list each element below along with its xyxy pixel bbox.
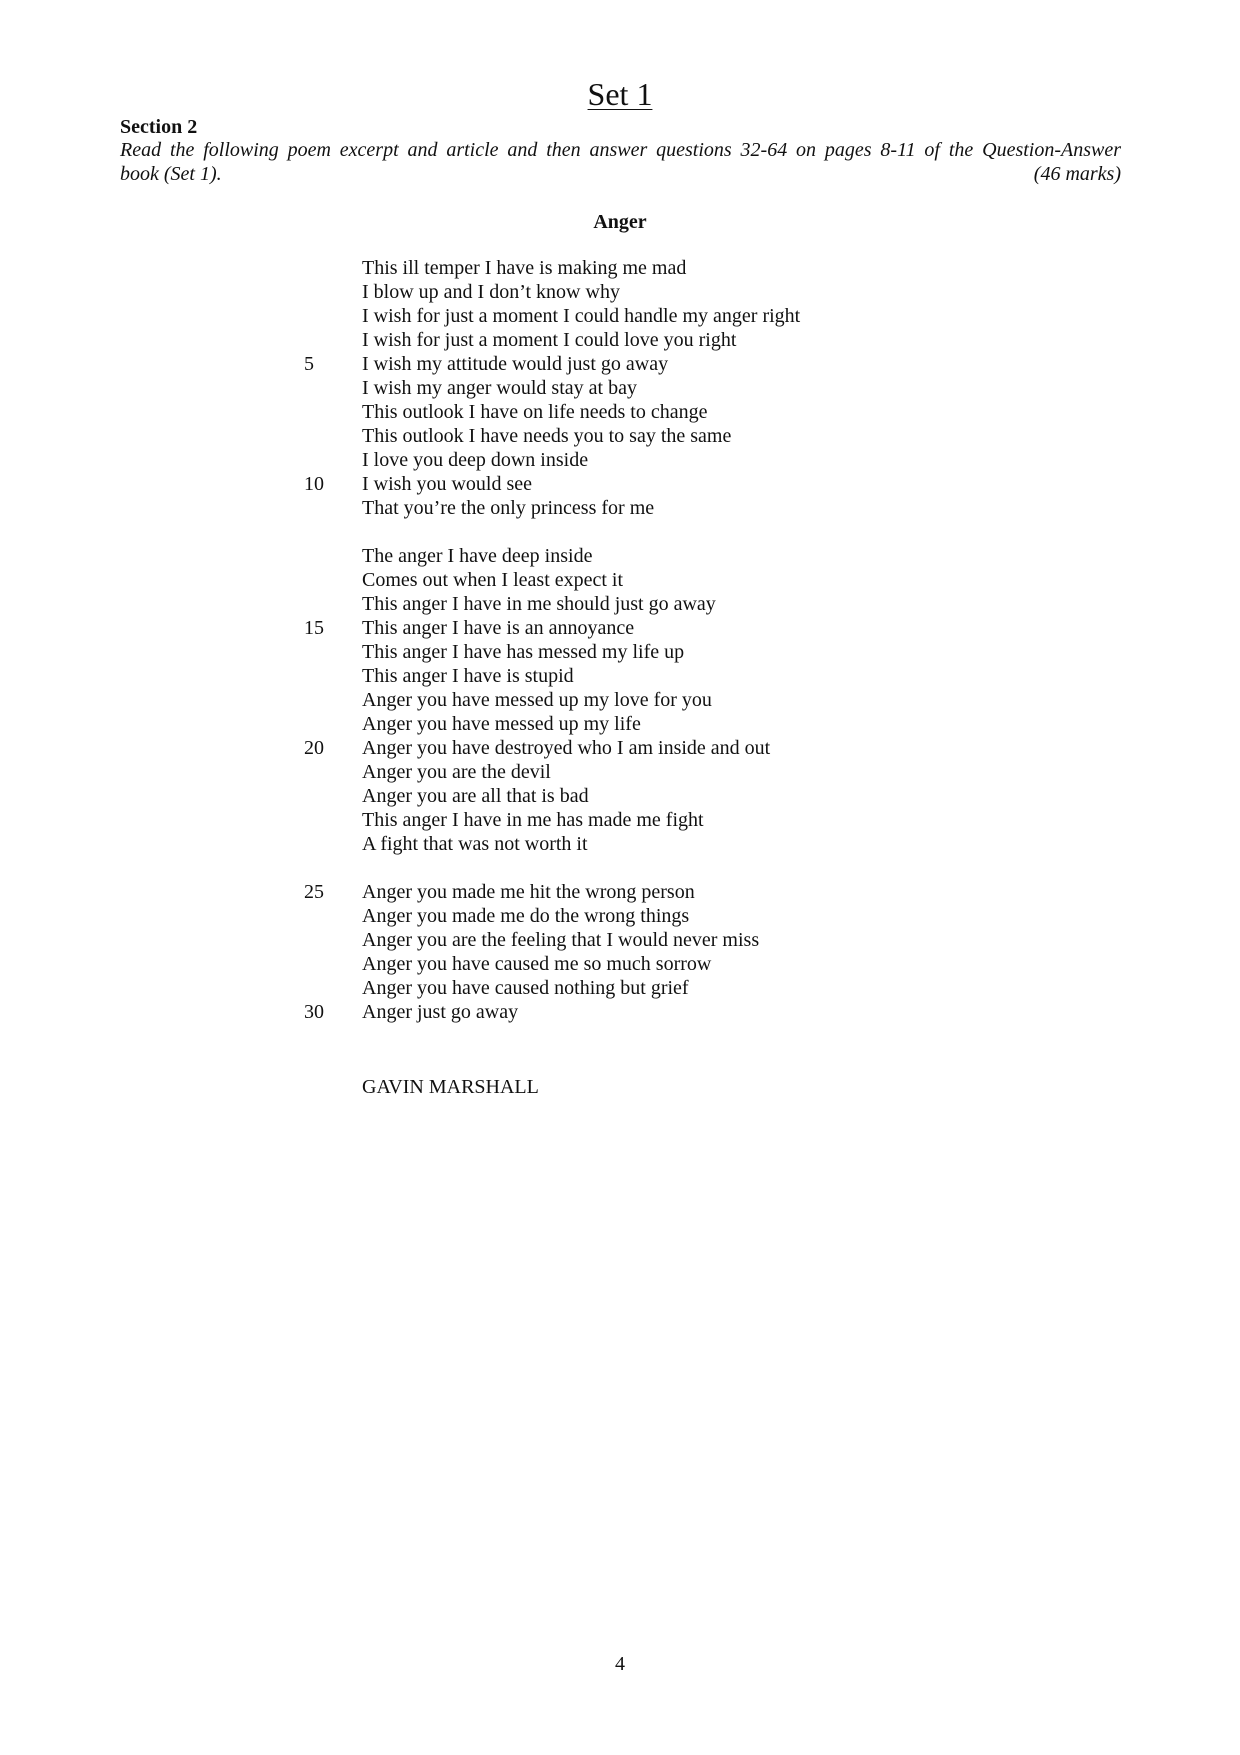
instructions-line-1: Read the following poem excerpt and article and then answer questions 32-64 on pages 8-11 of the Question-Answer [120, 139, 1121, 161]
poem-line [0, 256, 1240, 280]
line-text: I wish for just a moment I could love you right [362, 329, 737, 351]
poem-line [0, 400, 1240, 424]
line-text: This anger I have in me should just go away [362, 593, 716, 615]
line-text: This outlook I have on life needs to change [362, 401, 708, 423]
line-text: This anger I have has messed my life up [362, 641, 685, 663]
line-text: Anger you made me do the wrong things [362, 905, 690, 927]
poem-line [0, 688, 1240, 712]
poem-line [0, 472, 1240, 496]
poem-line [0, 1000, 1240, 1024]
poem-line [0, 448, 1240, 472]
poem-line [0, 640, 1240, 664]
line-text: That you’re the only princess for me [362, 497, 655, 519]
line-text: Anger you have messed up my love for you [362, 689, 712, 711]
instructions [120, 138, 1121, 186]
poem-line [0, 592, 1240, 616]
poem-line [0, 616, 1240, 640]
stanza-break [0, 520, 1240, 544]
line-text: A fight that was not worth it [362, 833, 588, 855]
poem-line [0, 304, 1240, 328]
instructions-line-2-text: book (Set 1). [120, 163, 222, 185]
line-text: I wish my attitude would just go away [362, 353, 669, 375]
line-number: 30 [304, 1001, 324, 1023]
line-text: I love you deep down inside [362, 449, 589, 471]
line-number: 20 [304, 737, 324, 759]
poem-line [0, 832, 1240, 856]
poem-line [0, 760, 1240, 784]
line-text: Anger you have destroyed who I am inside and out [362, 737, 771, 759]
poem-line [0, 904, 1240, 928]
line-text: Anger you are the feeling that I would never miss [362, 929, 760, 951]
poem-line [0, 664, 1240, 688]
line-text: Anger you are the devil [362, 761, 551, 783]
poem-line [0, 496, 1240, 520]
poem-line [0, 952, 1240, 976]
page-number: 4 [615, 1653, 625, 1675]
line-text: Comes out when I least expect it [362, 569, 624, 591]
line-text: I blow up and I don’t know why [362, 281, 620, 303]
line-text: This anger I have in me has made me fight [362, 809, 704, 831]
poem-line [0, 352, 1240, 376]
section-heading: Section 2 [120, 116, 198, 138]
marks-label: (46 marks) [1033, 163, 1121, 185]
line-text: Anger you have caused me so much sorrow [362, 953, 712, 975]
poem-body [0, 256, 1240, 1024]
poem-title: Anger [593, 211, 647, 233]
poem-line [0, 928, 1240, 952]
line-text: Anger you have caused nothing but grief [362, 977, 689, 999]
poem-line [0, 880, 1240, 904]
poem-line [0, 976, 1240, 1000]
poem-line [0, 280, 1240, 304]
poem-line [0, 736, 1240, 760]
page-title: Set 1 [587, 76, 653, 112]
line-text: I wish my anger would stay at bay [362, 377, 637, 399]
poem-author: GAVIN MARSHALL [362, 1076, 539, 1098]
line-number: 25 [304, 881, 324, 903]
line-text: I wish for just a moment I could handle my anger right [362, 305, 801, 327]
line-text: Anger you are all that is bad [362, 785, 589, 807]
line-number: 10 [304, 473, 324, 495]
line-text: Anger just go away [362, 1001, 519, 1023]
poem-line [0, 328, 1240, 352]
stanza-break [0, 856, 1240, 880]
line-text: The anger I have deep inside [362, 545, 593, 567]
poem-line [0, 544, 1240, 568]
line-text: This anger I have is stupid [362, 665, 574, 687]
line-number: 15 [304, 617, 324, 639]
line-text: This ill temper I have is making me mad [362, 257, 687, 279]
line-text: This outlook I have needs you to say the same [362, 425, 732, 447]
line-text: This anger I have is an annoyance [362, 617, 635, 639]
instructions-line-2 [120, 162, 1121, 186]
line-text: I wish you would see [362, 473, 532, 495]
poem-line [0, 712, 1240, 736]
line-number: 5 [304, 353, 314, 375]
poem-line [0, 376, 1240, 400]
poem-line [0, 808, 1240, 832]
poem-line [0, 568, 1240, 592]
poem-line [0, 424, 1240, 448]
line-text: Anger you made me hit the wrong person [362, 881, 695, 903]
line-text: Anger you have messed up my life [362, 713, 641, 735]
poem-line [0, 784, 1240, 808]
